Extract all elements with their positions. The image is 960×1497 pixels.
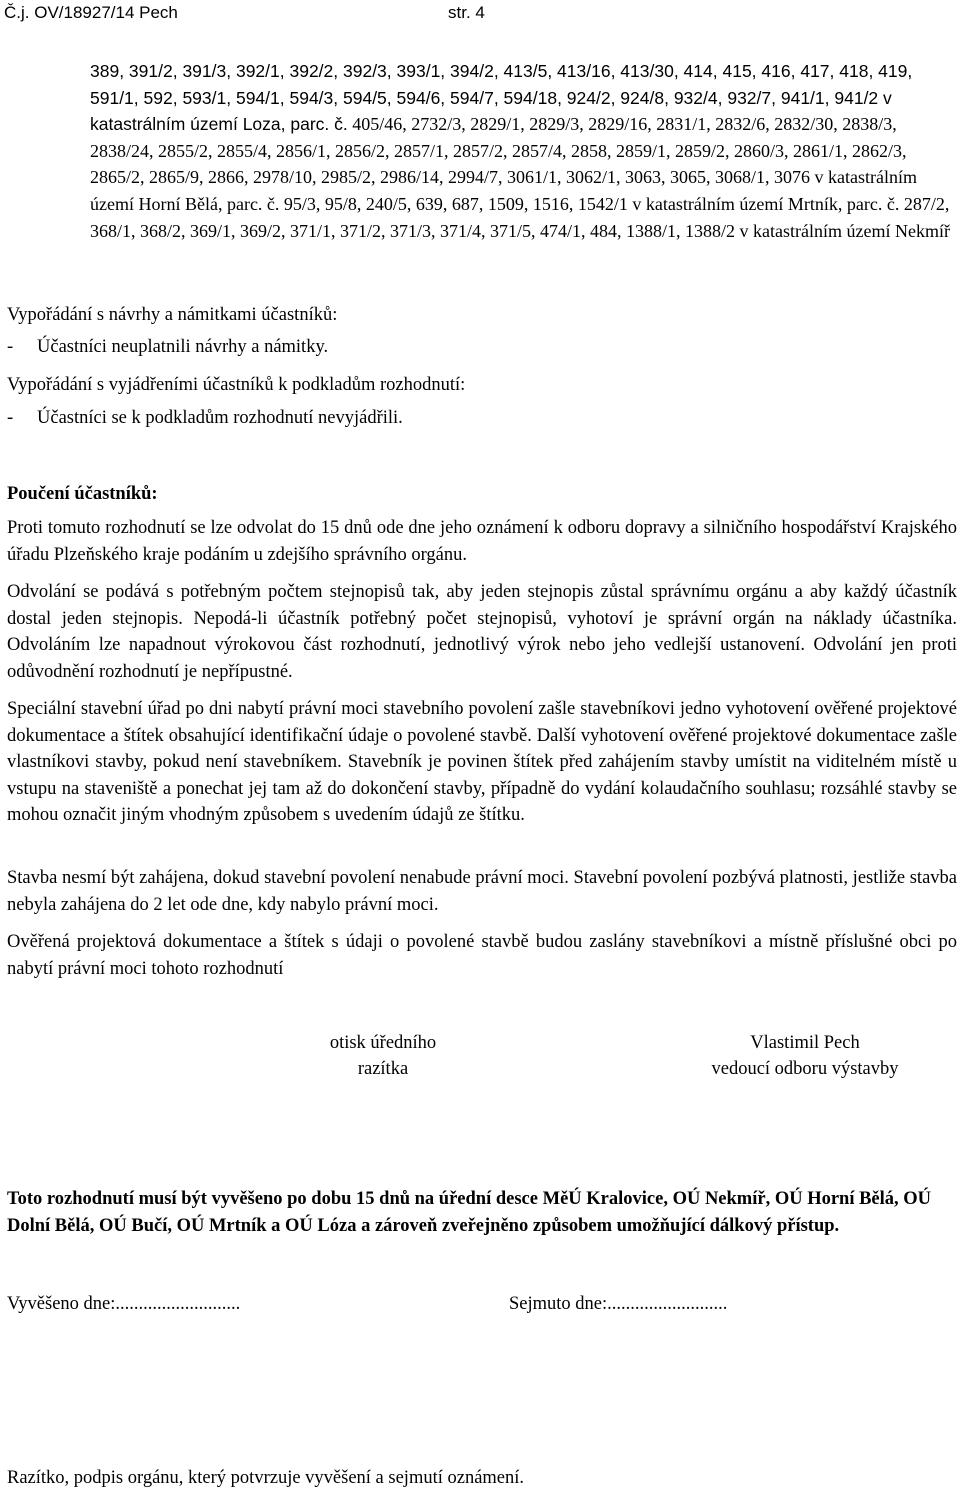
parcel-list-loza: 389, 391/2, 391/3, 392/1, 392/2, 392/3, 393/1, 394/2, 413/5, 413/16, 413/30, 414, 415, 416, 417, 418, 419, 591/1, 592, 593/1, 594/1, 594/3, 594/5, 594/6, 594/7, 594/18, 924/2, 924/8, 932/4, 932/7, 941/1, 941/2 v katastrálním území Loza, parc. č. <box>90 61 913 135</box>
list-dash: - <box>7 337 14 357</box>
proposals-heading: Vypořádání s návrhy a námitkami účastníků: <box>7 305 338 325</box>
posting-notice: Toto rozhodnutí musí být vyvěšeno po dobu 15 dnů na úřední desce MěÚ Kralovice, OÚ Nekmíř, OÚ Horní Bělá, OÚ Dolní Bělá, OÚ Bučí, OÚ Mrtník a OÚ Lóza a zároveň zveřejněno způsobem umožňující dálkový přístup. <box>7 1189 932 1236</box>
signatory-name: Vlastimil Pech <box>750 1033 860 1053</box>
posted-date-field: Vyvěšeno dne:........................... <box>7 1294 241 1314</box>
page-header <box>4 3 485 23</box>
instruction-paragraph-label: Speciální stavební úřad po dni nabytí právní moci stavebního povolení zašle stavebníkovi jedno vyhotovení ověřené projektové dokumentace a štítek obsahující identifikační údaje o povolené stavbě. Další vyhotovení ověřené projektové dokumentace zašle vlastníkovi stavby, pokud není stavebníkem. Stavebník je povinen štítek před zahájením stavby umístit na viditelném místě u vstupu na staveniště a ponechat jej tam až do dokončení stavby, případně do vydání kolaudačního souhlasu; rozsáhlé stavby se mohou označit jiným vhodným způsobem s uvedením údajů ze štítku. <box>7 699 957 826</box>
parcel-list <box>90 58 958 244</box>
instruction-paragraph-copies: Odvolání se podává s potřebným počtem stejnopisů tak, aby jeden stejnopis zůstal správnímu orgánu a aby každý účastník dostal jeden stejnopis. Nepodá-li účastník potřebný počet stejnopisů, vyhotoví je správní orgán na náklady účastníka. Odvoláním lze napadnout výrokovou část rozhodnutí, jednotlivý výrok nebo jeho vedlejší ustanovení. Odvolání jen proti odůvodnění rozhodnutí je nepřípustné. <box>7 582 957 682</box>
instruction-heading: Poučení účastníků: <box>7 484 158 504</box>
statements-heading: Vypořádání s vyjádřeními účastníků k podkladům rozhodnutí: <box>7 375 466 395</box>
instruction-paragraph-documentation: Ověřená projektová dokumentace a štítek s údaji o povolené stavbě budou zaslány stavebníkovi a místně příslušné obci po nabytí právní moci tohoto rozhodnutí <box>7 932 957 979</box>
list-dash: - <box>7 408 14 428</box>
parcel-list-rest: 405/46, 2732/3, 2829/1, 2829/3, 2829/16, 2831/1, 2832/6, 2832/30, 2838/3, 2838/24, 2855/2, 2855/4, 2856/1, 2856/2, 2857/1, 2857/2, 2857/4, 2858, 2859/1, 2859/2, 2860/3, 2861/1, 2862/3, 2865/2, 2865/9, 2866, 2978/10, 2985/2, 2986/14, 2994/7, 3061/1, 3062/1, 3063, 3065, 3068/1, 3076 v katastrálním území Horní Bělá, parc. č. 95/3, 95/8, 240/5, 639, 687, 1509, 1516, 1542/1 v katastrálním území Mrtník, parc. č. 287/2, 368/1, 368/2, 369/1, 369/2, 371/1, 371/2, 371/3, 371/4, 371/5, 474/1, 484, 1388/1, 1388/2 v katastrálním území Nekmíř <box>90 114 950 241</box>
stamp-line-2: razítka <box>357 1059 409 1079</box>
official-stamp-placeholder <box>283 1030 483 1082</box>
stamp-line-1: otisk úředního <box>329 1033 437 1053</box>
signatory-role: vedoucí odboru výstavby <box>711 1059 899 1079</box>
statements-item <box>7 405 403 431</box>
proposals-item-text: Účastníci neuplatnili návrhy a námitky. <box>37 337 329 357</box>
removed-date-field: Sejmuto dne:.......................... <box>509 1294 728 1314</box>
proposals-item <box>7 334 328 360</box>
reference-number: Č.j. OV/18927/14 Pech <box>4 3 178 22</box>
instruction-paragraph-validity: Stavba nesmí být zahájena, dokud stavební povolení nenabude právní moci. Stavební povolení pozbývá platnosti, jestliže stavba nebyla zahájena do 2 let ode dne, kdy nabylo právní moci. <box>7 868 957 915</box>
signature-block <box>670 1030 940 1082</box>
instruction-paragraph-appeal: Proti tomuto rozhodnutí se lze odvolat do 15 dnů ode dne jeho oznámení k odboru dopravy a silničního hospodářství Krajského úřadu Plzeňského kraje podáním u zdejšího správního orgánu. <box>7 518 957 565</box>
statements-item-text: Účastníci se k podkladům rozhodnutí nevyjádřili. <box>37 408 403 428</box>
footer-note: Razítko, podpis orgánu, který potvrzuje vyvěšení a sejmutí oznámení. <box>7 1468 525 1488</box>
page-number: str. 4 <box>448 3 485 22</box>
